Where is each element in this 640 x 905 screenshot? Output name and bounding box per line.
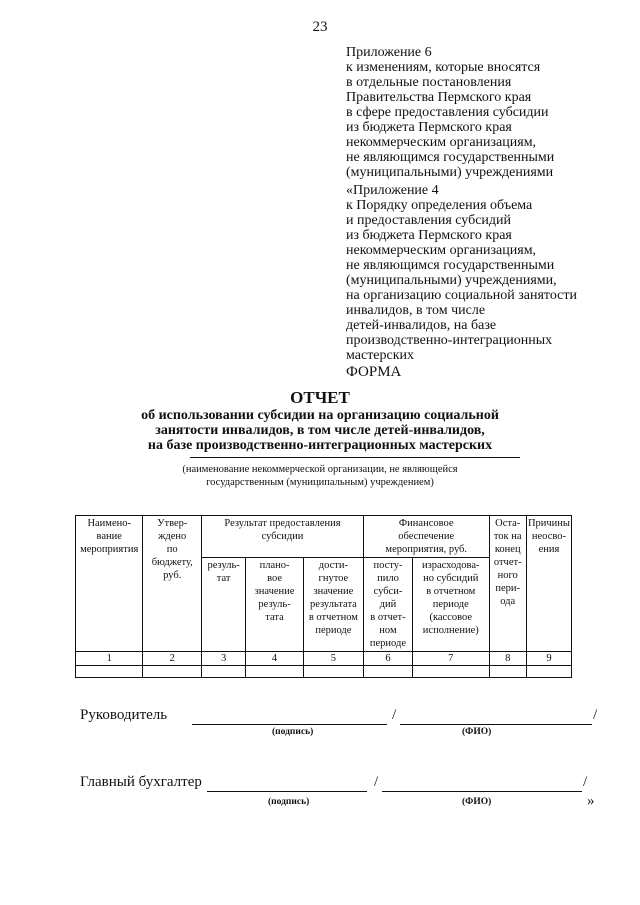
header-financial-support-group: Финансовое обеспечение мероприятия, руб. [363, 516, 489, 558]
column-number: 9 [526, 652, 571, 666]
table-number-row [76, 652, 572, 666]
appendix-6-line: не являющимся государственными [346, 150, 555, 165]
column-number: 5 [303, 652, 363, 666]
column-number: 7 [413, 652, 490, 666]
accountant-slash-end: / [583, 774, 588, 790]
accountant-name-line[interactable] [382, 791, 582, 792]
form-label: ФОРМА [346, 364, 402, 380]
appendix-4-line: инвалидов, в том числе [346, 303, 486, 318]
head-slash: / [392, 707, 397, 723]
accountant-signature-line[interactable] [207, 791, 367, 792]
table-cell[interactable] [246, 666, 304, 678]
appendix-6-block [346, 45, 636, 180]
org-caption-line: (наименование некоммерческой организации, не являющейся [182, 464, 458, 475]
header-spent-subsidies: израсходова- но субсидий в отчетном периоде (кассовое исполнение) [413, 558, 490, 652]
accountant-slash: / [374, 774, 379, 790]
header-planned-value: плано- вое значение резуль- тата [246, 558, 304, 652]
accountant-label: Главный бухгалтер [80, 774, 202, 790]
appendix-4-block [346, 183, 636, 363]
appendix-4-line: производственно-интеграционных [346, 333, 553, 348]
page-number: 23 [312, 19, 328, 35]
head-name-caption: (ФИО) [462, 727, 492, 737]
table-cell[interactable] [76, 666, 143, 678]
appendix-6-line: из бюджета Пермского края [346, 120, 512, 135]
column-number: 6 [363, 652, 412, 666]
accountant-signature-caption: (подпись) [268, 797, 310, 807]
table-cell[interactable] [489, 666, 526, 678]
table-cell[interactable] [143, 666, 202, 678]
org-caption-line: государственным (муниципальным) учреждением) [206, 477, 434, 488]
table-cell[interactable] [526, 666, 571, 678]
table-cell[interactable] [202, 666, 246, 678]
appendix-4-line: из бюджета Пермского края [346, 228, 512, 243]
report-table [75, 515, 572, 678]
appendix-4-line: на организацию социальной занятости [346, 288, 578, 303]
appendix-4-line: к Порядку определения объема [346, 198, 533, 213]
head-signature-caption: (подпись) [272, 727, 314, 737]
appendix-6-line: в сфере предоставления субсидии [346, 105, 549, 120]
accountant-name-caption: (ФИО) [462, 797, 492, 807]
head-slash-end: / [593, 707, 598, 723]
table-header-row [76, 516, 572, 558]
appendix-4-line: некоммерческим организациям, [346, 243, 537, 258]
subtitle-line: об использовании субсидии на организацию социальной [141, 408, 499, 423]
head-label: Руководитель [80, 707, 168, 723]
appendix-4-line: детей-инвалидов, на базе [346, 318, 497, 333]
header-subsidy-result-group: Результат предоставления субсидии [202, 516, 364, 558]
organization-caption [110, 463, 530, 489]
header-approved-budget: Утвер- ждено по бюджету, руб. [143, 516, 202, 652]
table-empty-row [76, 666, 572, 678]
appendix-6-line: Приложение 6 [346, 45, 432, 60]
appendix-6-line: (муниципальными) учреждениями [346, 165, 554, 180]
appendix-6-line: некоммерческим организациям, [346, 135, 537, 150]
column-number: 8 [489, 652, 526, 666]
appendix-6-line: к изменениям, которые вносятся [346, 60, 541, 75]
table-cell[interactable] [413, 666, 490, 678]
report-subtitle [80, 408, 560, 453]
appendix-4-line: и предоставления субсидий [346, 213, 512, 228]
report-title: ОТЧЕТ [290, 388, 350, 407]
appendix-4-line: «Приложение 4 [346, 183, 439, 198]
table-cell[interactable] [363, 666, 412, 678]
subtitle-line: на базе производственно-интеграционных мастерских [147, 438, 493, 453]
head-name-line[interactable] [400, 724, 592, 725]
header-achieved-value: дости- гнутое значение результата в отчетном периоде [303, 558, 363, 652]
column-number: 4 [246, 652, 304, 666]
header-received-subsidies: посту- пило субси- дий в отчет- ном периоде [363, 558, 412, 652]
header-balance-end-period: Оста- ток на конец отчет- ного пери- ода [489, 516, 526, 652]
header-reasons-unused: Причины неосво- ения [526, 516, 571, 652]
organization-name-line [190, 457, 520, 458]
appendix-6-line: в отдельные постановления [346, 75, 512, 90]
appendix-4-line: (муниципальными) учреждениями, [346, 273, 557, 288]
head-signature-line[interactable] [192, 724, 387, 725]
subtitle-line: занятости инвалидов, в том числе детей-инвалидов, [155, 423, 485, 438]
appendix-4-line: мастерских [346, 348, 415, 363]
column-number: 1 [76, 652, 143, 666]
appendix-4-line: не являющимся государственными [346, 258, 555, 273]
closing-quote: » [587, 793, 595, 809]
header-result: резуль- тат [202, 558, 246, 652]
column-number: 2 [143, 652, 202, 666]
table-cell[interactable] [303, 666, 363, 678]
appendix-6-line: Правительства Пермского края [346, 90, 532, 105]
column-number: 3 [202, 652, 246, 666]
header-activity-name: Наимено- вание мероприятия [76, 516, 143, 652]
